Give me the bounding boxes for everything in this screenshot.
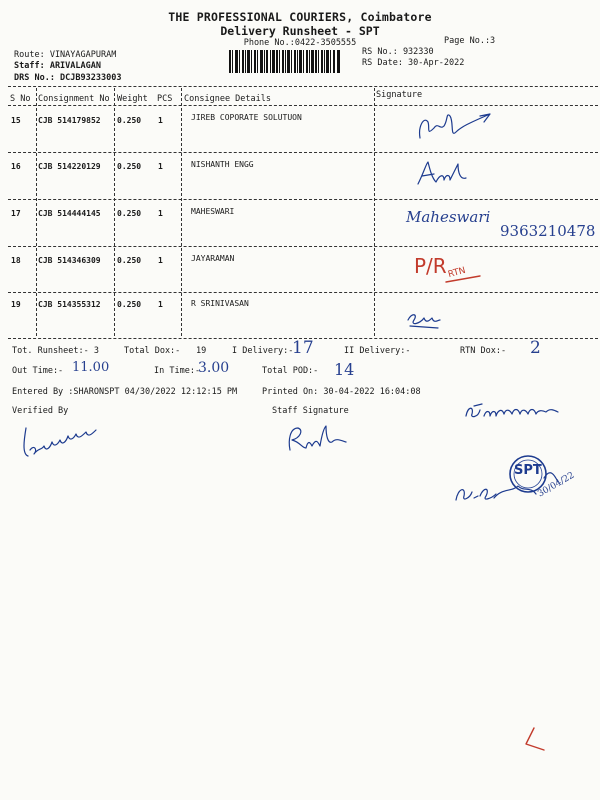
stamp-date: 30/04/22 [536, 470, 577, 500]
i-delivery-label: I Delivery:- [232, 346, 294, 356]
col-header-signature: Signature [376, 90, 423, 100]
ii-delivery-label: II Delivery:- [344, 346, 411, 356]
total-dox-label: Total Dox:- [124, 346, 181, 356]
col-header-details: Consignee Details [184, 94, 271, 104]
staff-signature-label: Staff Signature [272, 406, 349, 416]
row-details: R SRINIVASAN [191, 299, 249, 308]
rs-number: RS No.: 932330 [362, 47, 434, 57]
stamp-initials [452, 476, 502, 506]
verifier-signature [20, 420, 110, 470]
handwritten-pickup-return: P/R [414, 254, 447, 278]
col-header-sno: S No [10, 94, 31, 104]
route: Route: VINAYAGAPURAM [14, 50, 117, 60]
row-consignment: CJB 514355312 [38, 300, 101, 309]
red-check-mark [520, 724, 550, 754]
rs-date: RS Date: 30-Apr-2022 [362, 58, 465, 68]
signature-row-16 [414, 158, 474, 188]
handwritten-phone-number: 9363210478 [500, 222, 596, 240]
entered-by: Entered By :SHARONSPT 04/30/2022 12:12:15 PM [12, 387, 238, 397]
row-weight: 0.250 [117, 116, 142, 125]
col-divider-consignment [114, 88, 115, 336]
total-pod-value: 14 [334, 360, 355, 379]
col-divider-pcs [181, 88, 182, 336]
verified-by-label: Verified By [12, 406, 69, 416]
stamp-text: SPT [514, 463, 542, 478]
handwritten-rtn: RTN [447, 265, 467, 281]
staff: Staff: ARIVALAGAN [14, 61, 101, 71]
row-sno: 19 [11, 300, 21, 309]
row-details: JIREB COPORATE SOLUTUON [191, 113, 302, 122]
signature-row-15 [410, 108, 500, 144]
row-sno: 16 [11, 162, 21, 171]
in-time-value: 3.00 [198, 360, 230, 376]
row-weight: 0.250 [117, 300, 142, 309]
rtn-dox-label: RTN Dox:- [460, 346, 507, 356]
row-consignment: CJB 514179852 [38, 116, 101, 125]
col-header-consignment: Consignment No [38, 94, 110, 104]
col-divider-sno [36, 88, 37, 336]
rtn-dox-value: 2 [530, 338, 541, 358]
row-consignment: CJB 514444145 [38, 209, 101, 218]
staff-signature [284, 420, 354, 454]
row-details: NISHANTH ENGG [191, 160, 254, 169]
row-weight: 0.250 [117, 209, 142, 218]
table-top-rule [8, 86, 598, 87]
signature-row-17: Maheswari [406, 208, 491, 226]
row-details: JAYARAMAN [191, 254, 235, 263]
row-pcs: 1 [158, 116, 163, 125]
col-divider-details [374, 88, 375, 336]
row-pcs: 1 [158, 162, 163, 171]
phone-number: Phone No.:0422-3505555 [243, 38, 357, 48]
row-rule [8, 246, 598, 247]
row-weight: 0.250 [117, 162, 142, 171]
signature-row-19 [404, 306, 444, 330]
col-header-pcs: PCS [157, 94, 173, 104]
table-header-rule [8, 105, 598, 106]
row-sno: 17 [11, 209, 21, 218]
total-runsheet: Tot. Runsheet:- 3 [12, 346, 99, 356]
out-time-label: Out Time:- [12, 366, 64, 376]
company-title: THE PROFESSIONAL COURIERS, Coimbatore [168, 10, 432, 24]
row-rule [8, 292, 598, 293]
barcode [229, 50, 340, 73]
row-consignment: CJB 514220129 [38, 162, 101, 171]
row-details: MAHESWARI [191, 207, 235, 216]
total-pod-label: Total POD:- [262, 366, 319, 376]
row-rule [8, 199, 598, 200]
out-time-value: 11.00 [72, 360, 110, 375]
row-rule [8, 152, 598, 153]
tamil-signature [462, 400, 562, 422]
total-dox-value: 19 [196, 346, 207, 356]
row-pcs: 1 [158, 300, 163, 309]
row-consignment: CJB 514346309 [38, 256, 101, 265]
printed-on: Printed On: 30-04-2022 16:04:08 [262, 387, 421, 397]
drs-number: DRS No.: DCJB93233003 [14, 73, 122, 83]
page-number: Page No.:3 [444, 36, 496, 46]
row-pcs: 1 [158, 209, 163, 218]
row-sno: 18 [11, 256, 21, 265]
row-pcs: 1 [158, 256, 163, 265]
row-weight: 0.250 [117, 256, 142, 265]
col-header-weight: Weight [117, 94, 148, 104]
i-delivery-value: 17 [292, 338, 314, 358]
runsheet-title: Delivery Runsheet - SPT [220, 24, 380, 38]
in-time-label: In Time:- [154, 366, 201, 376]
row-sno: 15 [11, 116, 21, 125]
